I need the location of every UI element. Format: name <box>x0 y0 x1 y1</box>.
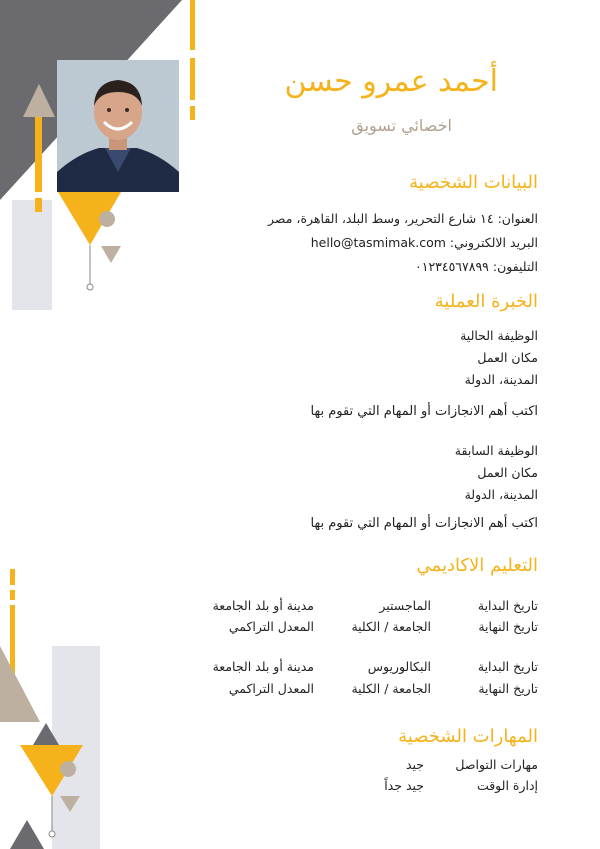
job-title: اخصائي تسويق <box>351 116 452 135</box>
bottom-dark-triangle <box>10 820 44 849</box>
person-avatar-icon <box>57 60 179 192</box>
email-label: البريد الالكتروني: <box>449 235 538 250</box>
edu-start-label: تاريخ البداية <box>477 659 538 674</box>
yellow-down-triangle <box>58 192 121 245</box>
phone-line <box>415 259 538 274</box>
job-position: الوظيفة الحالية <box>460 328 538 343</box>
edu-start-label: تاريخ البداية <box>477 598 538 613</box>
beige-circle <box>99 211 115 227</box>
top-yellow-dash-1 <box>190 0 195 50</box>
skill-level: جيد <box>405 757 424 772</box>
email-value[interactable]: hello@tasmimak.com <box>310 235 446 250</box>
bottom-beige-triangle <box>0 646 40 722</box>
edu-gpa: المعدل التراكمي <box>228 681 314 696</box>
job-achievements: اكتب أهم الانجازات أو المهام التي تقوم بها <box>310 516 538 531</box>
bottom-small-beige-triangle <box>60 796 80 812</box>
email-line <box>311 235 538 250</box>
top-yellow-dash-3 <box>190 106 195 120</box>
edu-university: الجامعة / الكلية <box>351 619 431 634</box>
pin-circle-top <box>87 284 93 290</box>
small-beige-triangle <box>101 246 121 263</box>
personal-info-heading: البيانات الشخصية <box>409 172 538 193</box>
address-label: العنوان: <box>497 211 538 226</box>
phone-label: التليفون: <box>492 259 538 274</box>
edu-gpa: المعدل التراكمي <box>228 619 314 634</box>
beige-arrow-head <box>23 84 55 117</box>
edu-degree: الماجستير <box>379 598 431 613</box>
bottom-yellow-dash-2 <box>10 590 15 600</box>
bottom-light-bar <box>52 646 100 849</box>
yellow-arrow-dash <box>35 198 42 212</box>
edu-city: مدينة أو بلد الجامعة <box>212 659 314 674</box>
job-workplace: مكان العمل <box>477 465 538 480</box>
top-yellow-dash-2 <box>190 58 195 100</box>
bottom-yellow-dash-3 <box>10 605 15 675</box>
bottom-dark-triangle-small <box>33 723 59 745</box>
edu-end-label: تاريخ النهاية <box>478 619 538 634</box>
pin-circle-bottom <box>49 831 55 837</box>
skill-name: مهارات التواصل <box>455 757 538 772</box>
edu-end-label: تاريخ النهاية <box>478 681 538 696</box>
bottom-beige-circle <box>60 761 76 777</box>
job-workplace: مكان العمل <box>477 350 538 365</box>
yellow-arrow-shaft <box>35 117 42 192</box>
edu-university: الجامعة / الكلية <box>351 681 431 696</box>
top-light-bar <box>12 200 52 310</box>
bottom-yellow-dash-1 <box>10 569 15 585</box>
skill-level: جيد جداً <box>384 778 424 793</box>
phone-value: ٠١٢٣٤٥٦٧٨٩٩ <box>415 259 489 274</box>
job-location: المدينة، الدولة <box>464 487 538 502</box>
education-heading: التعليم الاكاديمي <box>416 555 538 576</box>
address-line <box>268 211 538 226</box>
address-value: ١٤ شارع التحرير، وسط البلد، القاهرة، مصر <box>268 211 494 226</box>
bottom-yellow-down-triangle <box>20 745 83 796</box>
edu-degree: البكالوريوس <box>367 659 431 674</box>
skills-heading: المهارات الشخصية <box>398 726 538 747</box>
profile-photo <box>57 60 179 192</box>
full-name: أحمد عمرو حسن <box>284 64 498 99</box>
skill-name: إدارة الوقت <box>476 778 538 793</box>
experience-heading: الخبرة العملية <box>434 291 538 312</box>
job-position: الوظيفة السابقة <box>454 443 538 458</box>
job-achievements: اكتب أهم الانجازات أو المهام التي تقوم بها <box>310 404 538 419</box>
edu-city: مدينة أو بلد الجامعة <box>212 598 314 613</box>
job-location: المدينة، الدولة <box>464 372 538 387</box>
